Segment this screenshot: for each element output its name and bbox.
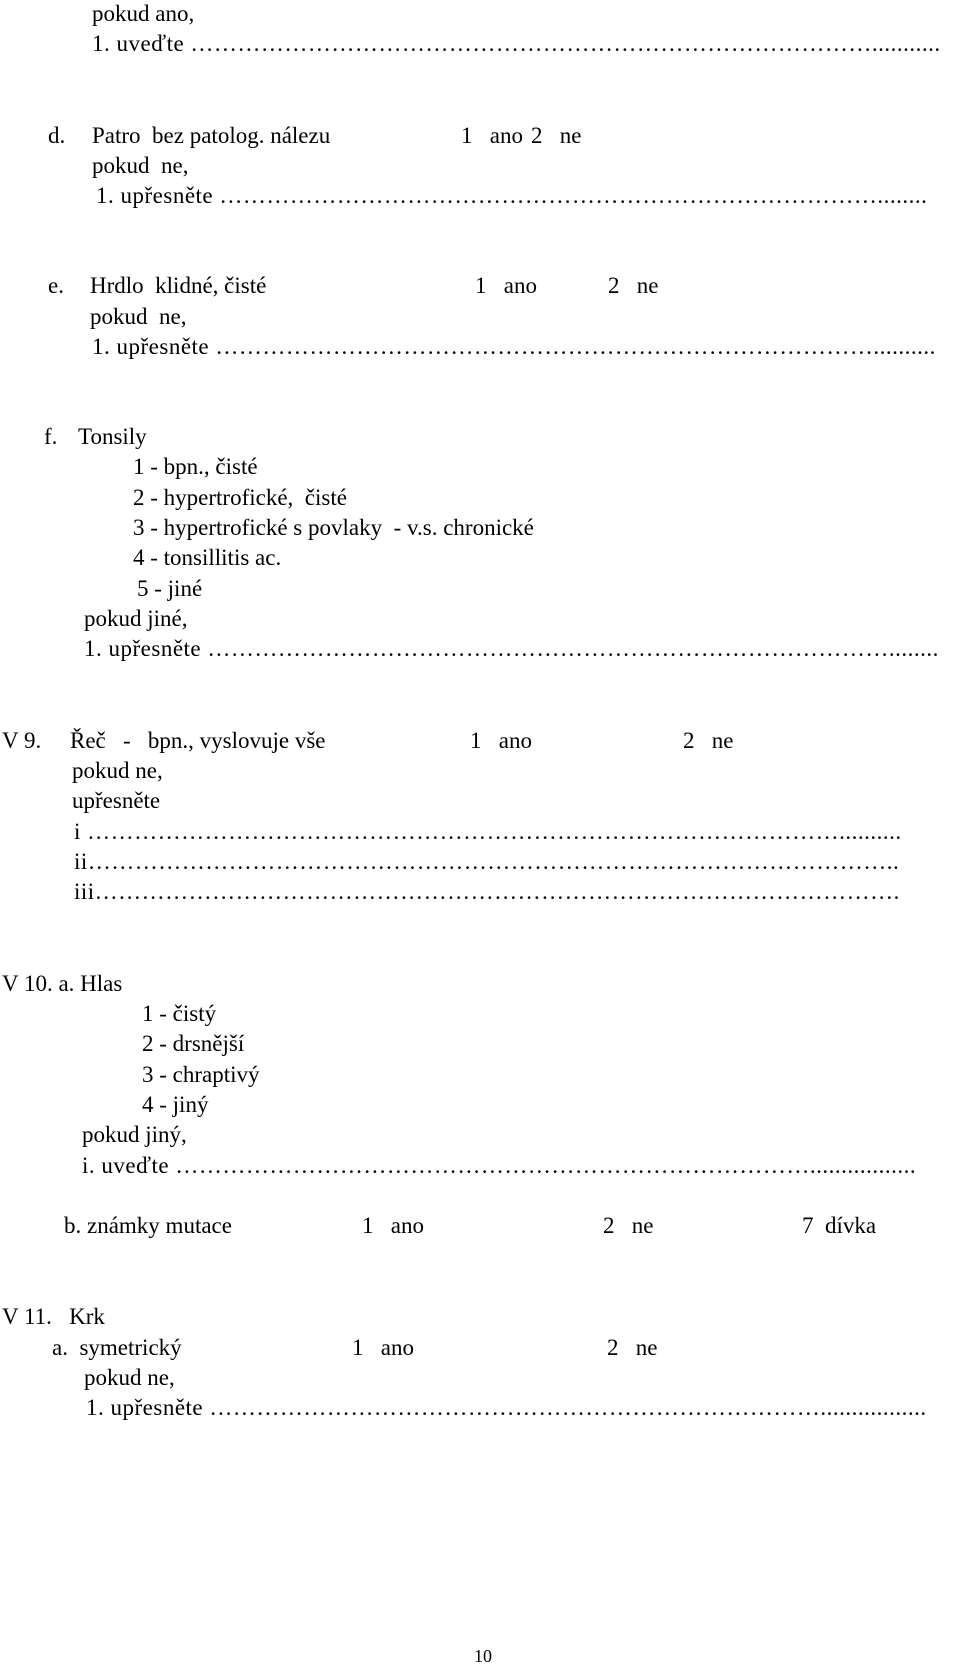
option-line: 5 - jiné xyxy=(137,576,203,601)
section-label: V 9. xyxy=(2,728,42,753)
option-yes: 1 ano xyxy=(461,123,523,148)
option-yes: 1 ano xyxy=(470,728,532,753)
fill-in-line: 1. upřesněte ……………………………………………………………………………........ xyxy=(84,636,939,661)
question-text: a. symetrický xyxy=(52,1335,182,1360)
specify-label: upřesněte xyxy=(72,788,161,813)
option-no: 2 ne xyxy=(607,1335,658,1360)
option-line: 3 - chraptivý xyxy=(142,1062,260,1087)
conditional-text: pokud jiný, xyxy=(82,1122,187,1147)
item-label: f. xyxy=(44,424,58,449)
option-line: 4 - jiný xyxy=(142,1092,209,1117)
conditional-text: pokud jiné, xyxy=(84,606,188,631)
fill-in-line: ii………………………………………………………………………………………….. xyxy=(74,849,900,874)
question-text: Patro bez patolog. nálezu xyxy=(92,123,331,148)
conditional-text: pokud ne, xyxy=(72,758,163,783)
option-no: 2 ne xyxy=(608,273,659,298)
text-line: pokud ano, xyxy=(92,1,195,26)
fill-in-line: i. uveďte ………………………………………………………………………................. xyxy=(82,1153,917,1178)
section-label: V 11. Krk xyxy=(2,1304,105,1329)
section-label: V 10. a. Hlas xyxy=(2,971,123,996)
option-yes: 1 ano xyxy=(352,1335,414,1360)
option-yes: 1 ano xyxy=(362,1213,424,1238)
fill-in-line: i …………………………………………………………………………………….......... xyxy=(74,819,902,844)
fill-in-line: 1. upřesněte …………………………………………………………………………........ xyxy=(96,183,928,208)
option-line: 1 - čistý xyxy=(142,1001,217,1026)
question-text: Tonsily xyxy=(78,424,147,449)
option-girl: 7 dívka xyxy=(802,1213,877,1238)
option-yes: 1 ano xyxy=(475,273,537,298)
question-text: Řeč - bpn., vyslovuje vše xyxy=(70,728,326,753)
page-number: 10 xyxy=(474,1646,492,1666)
option-line: 4 - tonsillitis ac. xyxy=(133,545,282,570)
item-label: d. xyxy=(48,123,66,148)
conditional-text: pokud ne, xyxy=(90,304,187,329)
item-label: e. xyxy=(48,273,64,298)
option-line: 2 - hypertrofické, čisté xyxy=(133,485,347,510)
option-no: 2 ne xyxy=(683,728,734,753)
conditional-text: pokud ne, xyxy=(92,153,189,178)
fill-in-line: 1. upřesněte ………………………………………………………………………….......... xyxy=(92,334,936,359)
question-text: Hrdlo klidné, čisté xyxy=(90,273,267,298)
fill-in-line: 1. uveďte ……………………………………………………………………………........... xyxy=(92,31,941,56)
option-line: 2 - drsnější xyxy=(142,1031,245,1056)
option-line: 1 - bpn., čisté xyxy=(133,454,258,479)
conditional-text: pokud ne, xyxy=(84,1365,175,1390)
option-no: 2 ne xyxy=(603,1213,654,1238)
option-line: 3 - hypertrofické s povlaky - v.s. chronické xyxy=(133,515,534,540)
fill-in-line: iii…………………………………………………………………………………………. xyxy=(74,879,900,904)
question-text: b. známky mutace xyxy=(64,1213,232,1238)
fill-in-line: 1. upřesněte ……………………………………………………………………................. xyxy=(86,1395,927,1420)
option-no: 2 ne xyxy=(531,123,582,148)
